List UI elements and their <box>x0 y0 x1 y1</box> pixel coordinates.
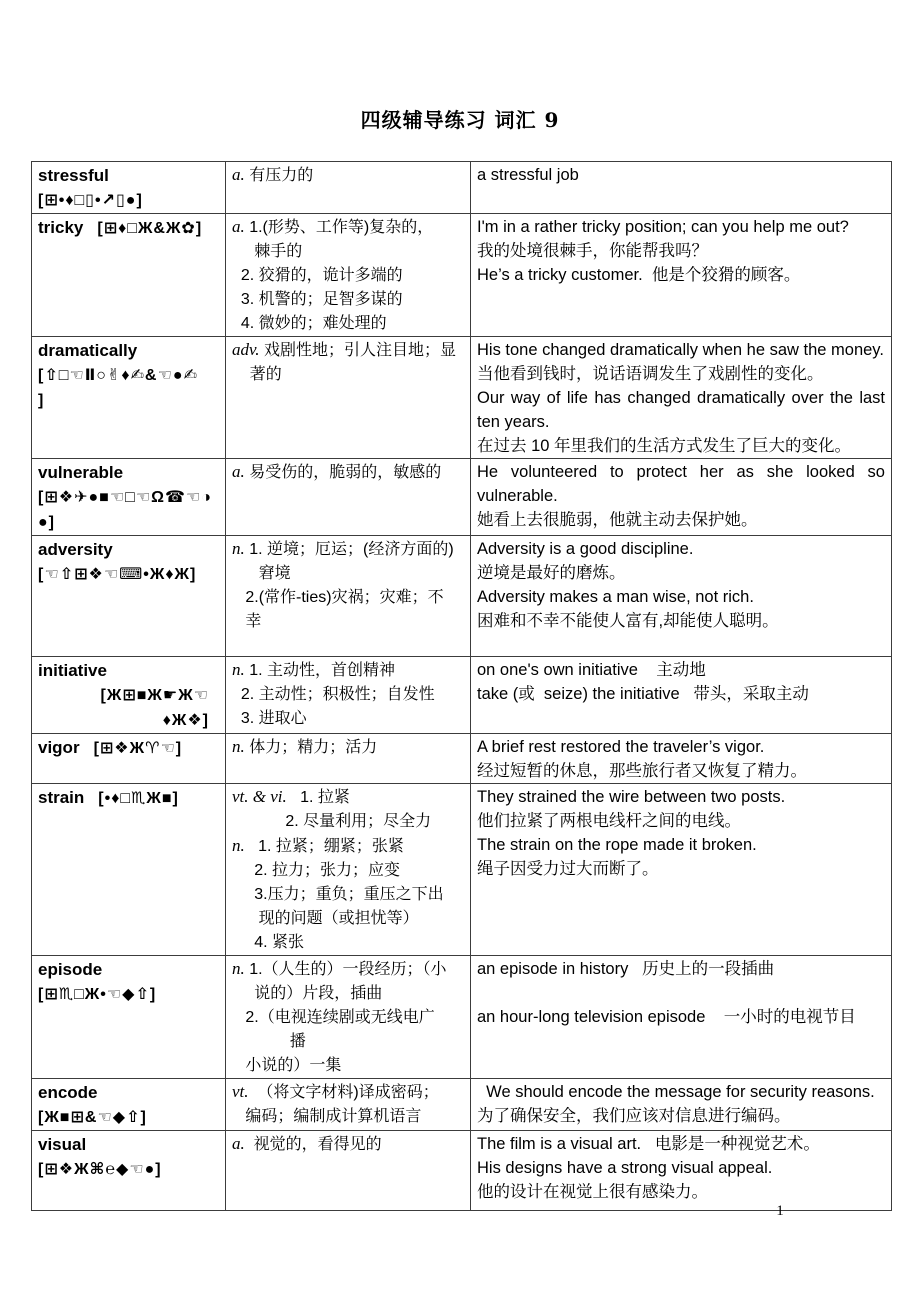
definition-text: 现的问题（或担忧等） <box>232 910 419 927</box>
example-line: 在过去 10 年里我们的生活方式发生了巨大的变化。 <box>477 437 852 455</box>
definition-cell <box>226 214 471 337</box>
definition-cell <box>226 536 471 657</box>
phonetic: ♦Ж❖] <box>162 712 209 729</box>
definition-text: 3. 机警的；足智多谋的 <box>232 291 403 308</box>
definition-text: 易受伤的，脆弱的，敏感的 <box>244 464 442 481</box>
definition-text: 1. 拉紧 <box>286 789 350 806</box>
examples-cell <box>471 459 892 536</box>
definition-line <box>232 785 464 810</box>
example-line: on one's own initiative 主动地 <box>477 661 706 679</box>
example-line: 她看上去很脆弱，他就主动去保护她。 <box>477 511 758 529</box>
definition-line <box>232 163 464 188</box>
example-line <box>477 981 885 1005</box>
example-line: a stressful job <box>477 166 579 184</box>
example-line: an hour-long television episode 一小时的电视节目 <box>477 1008 856 1026</box>
example-line: They strained the wire between two posts. <box>477 788 786 806</box>
phonetic: [⊞♏□Ж•☜◆⇧] <box>38 986 157 1003</box>
definition-line <box>232 957 464 982</box>
definition-line <box>232 215 464 240</box>
definition-line <box>232 1030 464 1054</box>
definition-line <box>232 338 464 363</box>
phonetic: [⇧□☜Ⅱ○✌♦✍&☜●✍ <box>38 367 198 384</box>
definition-line <box>232 735 464 760</box>
word: stressful <box>38 166 109 185</box>
example-line: A brief rest restored the traveler’s vigor. <box>477 738 765 756</box>
example-line: 为了确保安全，我们应该对信息进行编码。 <box>477 1107 791 1125</box>
table-row <box>32 536 892 657</box>
example-line: 经过短暂的休息，那些旅行者又恢复了精力。 <box>477 762 807 780</box>
example-line: 困难和不幸不能使人富有,却能使人聪明。 <box>477 612 779 630</box>
examples-cell <box>471 337 892 459</box>
word-cell <box>32 337 226 459</box>
page-title: 四级辅导练习 词汇 9 <box>360 108 560 132</box>
word: episode <box>38 960 103 979</box>
phonetic: ] <box>38 392 45 409</box>
part-of-speech: adv. <box>232 340 260 359</box>
word: initiative <box>38 661 107 680</box>
definition-text: 1. 主动性，首创精神 <box>244 662 395 679</box>
vocab-table-body <box>32 162 892 1211</box>
example-line: Adversity makes a man wise, not rich. <box>477 588 754 606</box>
definition-text: 视觉的，看得见的 <box>244 1136 382 1153</box>
word-cell <box>32 459 226 536</box>
definition-line <box>232 264 464 288</box>
word-cell <box>32 1131 226 1211</box>
word: adversity <box>38 540 113 559</box>
definition-line <box>232 1006 464 1030</box>
word-line <box>38 215 219 241</box>
examples-cell <box>471 536 892 657</box>
table-row <box>32 1131 892 1211</box>
word-cell <box>32 657 226 734</box>
page-number: 1 <box>776 1203 784 1219</box>
word-cell <box>32 214 226 337</box>
definition-line <box>232 460 464 485</box>
example-line: He’s a tricky customer. 他是个狡猾的顾客。 <box>477 266 801 284</box>
word: vigor <box>38 738 80 757</box>
phonetic: [Ж■⊞&☜◆⇧] <box>38 1109 147 1126</box>
table-row <box>32 657 892 734</box>
word: dramatically <box>38 341 138 360</box>
word-line <box>38 735 219 761</box>
definition-line <box>232 834 464 859</box>
definition-text: 2. 拉力；张力；应变 <box>232 862 401 879</box>
definition-text: 4. 紧张 <box>232 934 305 951</box>
phonetic: [☜⇧⊞❖☜⌨•Ж♦Ж] <box>38 566 197 583</box>
definition-text: 有压力的 <box>244 167 314 184</box>
definition-text: 1. 逆境；厄运；(经济方面的) <box>244 541 454 558</box>
definition-line <box>232 586 464 610</box>
part-of-speech: n. <box>232 539 245 558</box>
example-line: We should encode the message for security reasons. <box>477 1083 875 1101</box>
part-of-speech: a. <box>232 217 245 236</box>
definition-text: 2.（电视连续剧或无线电广 <box>232 1009 435 1026</box>
definition-line <box>232 810 464 834</box>
phonetic: [Ж⊞■Ж☛Ж☜ <box>100 687 209 704</box>
definition-text: 编码；编制成计算机语言 <box>232 1108 422 1125</box>
definition-cell <box>226 459 471 536</box>
table-row <box>32 214 892 337</box>
table-row <box>32 956 892 1079</box>
phonetic: [⊞•♦□▯•↗▯●] <box>38 192 143 209</box>
definition-line <box>232 562 464 586</box>
definition-cell <box>226 1131 471 1211</box>
phonetic: [⊞♦□Ж&Ж✿] <box>97 220 203 237</box>
definition-text: 播 <box>232 1033 306 1050</box>
example-line: ten years. <box>477 413 550 431</box>
word: visual <box>38 1135 87 1154</box>
definition-text: 2. 尽量利用；尽全力 <box>232 813 432 830</box>
example-line: vulnerable. <box>477 487 558 505</box>
definition-text: 4. 微妙的；难处理的 <box>232 315 387 332</box>
examples-cell <box>471 657 892 734</box>
phonetic: [•♦□♏Ж■] <box>98 790 179 807</box>
definition-line <box>232 288 464 312</box>
definition-line <box>232 312 464 336</box>
examples-cell <box>471 956 892 1079</box>
definition-line <box>232 1080 464 1105</box>
definition-cell <box>226 734 471 784</box>
examples-cell <box>471 1079 892 1131</box>
part-of-speech: n. <box>232 660 245 679</box>
definition-text: 著的 <box>232 366 282 383</box>
example-line: Adversity is a good discipline. <box>477 540 694 558</box>
definition-text: 体力；精力；活力 <box>244 739 378 756</box>
definition-text: 1.(形势、工作等)复杂的， <box>244 219 434 236</box>
word-cell <box>32 956 226 1079</box>
example-line: 绳子因受力过大而断了。 <box>477 860 659 878</box>
word: vulnerable <box>38 463 124 482</box>
definition-text: 3. 进取心 <box>232 710 307 727</box>
word-cell <box>32 734 226 784</box>
definition-line <box>232 907 464 931</box>
word: encode <box>38 1083 98 1102</box>
definition-text: 3.压力；重负；重压之下出 <box>232 886 444 903</box>
example-line: I'm in a rather tricky position; can you help me out? <box>477 218 849 236</box>
definition-line <box>232 1105 464 1129</box>
word: tricky <box>38 218 84 237</box>
part-of-speech: vt. & vi. <box>232 787 287 806</box>
word-cell <box>32 536 226 657</box>
definition-line <box>232 707 464 731</box>
examples-cell <box>471 162 892 214</box>
example-line: 当他看到钱时，说话语调发生了戏剧性的变化。 <box>477 365 824 383</box>
definition-cell <box>226 1079 471 1131</box>
definition-line <box>232 610 464 634</box>
word-cell <box>32 784 226 956</box>
definition-cell <box>226 337 471 459</box>
example-line: The strain on the rope made it broken. <box>477 836 757 854</box>
example-line: Our way of life has changed dramatically over the last <box>477 389 885 407</box>
table-row <box>32 1079 892 1131</box>
example-line: His tone changed dramatically when he saw the money. <box>477 341 884 359</box>
definition-cell <box>226 657 471 734</box>
definition-text: 棘手的 <box>232 243 303 260</box>
part-of-speech: n. <box>232 737 245 756</box>
part-of-speech: a. <box>232 165 245 184</box>
example-line: 他的设计在视觉上很有感染力。 <box>477 1183 708 1201</box>
table-row <box>32 784 892 956</box>
definition-line <box>232 537 464 562</box>
word-cell <box>32 1079 226 1131</box>
definition-text: 2. 主动性；积极性；自发性 <box>232 686 435 703</box>
example-line: 逆境是最好的磨炼。 <box>477 564 626 582</box>
definition-line <box>232 363 464 387</box>
part-of-speech: n. <box>232 836 245 855</box>
part-of-speech: vt. <box>232 1082 249 1101</box>
part-of-speech: n. <box>232 959 245 978</box>
example-line: His designs have a strong visual appeal. <box>477 1159 773 1177</box>
definition-text: 1. 拉紧；绷紧；张紧 <box>244 838 404 855</box>
definition-line <box>232 683 464 707</box>
definition-line <box>232 240 464 264</box>
word: strain <box>38 788 85 807</box>
definition-text: 小说的）一集 <box>232 1057 342 1074</box>
example-line: He volunteered to protect her as she looked so <box>477 463 885 481</box>
word-cell <box>32 162 226 214</box>
word-line <box>38 785 219 811</box>
examples-cell <box>471 214 892 337</box>
definition-cell <box>226 956 471 1079</box>
example-line: 我的处境很棘手，你能帮我吗？ <box>477 242 708 260</box>
definition-text: 2.(常作-ties)灾祸；灾难；不 <box>232 589 444 606</box>
phonetic: ●] <box>38 514 55 531</box>
vocab-table <box>31 161 892 1211</box>
examples-cell <box>471 734 892 784</box>
example-line: take (或 seize) the initiative 带头，采取主动 <box>477 685 809 703</box>
table-row <box>32 337 892 459</box>
examples-cell <box>471 1131 892 1211</box>
definition-line <box>232 658 464 683</box>
definition-cell <box>226 162 471 214</box>
definition-text: 戏剧性地；引人注目地；显 <box>259 342 456 359</box>
phonetic: [⊞❖Ж⌘℮◆☜●] <box>38 1161 162 1178</box>
definition-text: （将文字材料)译成密码； <box>248 1084 439 1101</box>
table-row <box>32 459 892 536</box>
phonetic: [⊞❖Ж♈☜] <box>93 740 183 757</box>
phonetic: [⊞❖✈●■☜□☜Ω☎☜◑ <box>38 489 212 506</box>
part-of-speech: a. <box>232 1134 245 1153</box>
definition-text: 窘境 <box>232 565 291 582</box>
example-line: 他们拉紧了两根电线杆之间的电线。 <box>477 812 741 830</box>
definition-line <box>232 1054 464 1078</box>
definition-line <box>232 883 464 907</box>
examples-cell <box>471 784 892 956</box>
definition-line <box>232 1132 464 1157</box>
definition-line <box>232 982 464 1006</box>
definition-text: 2. 狡猾的，诡计多端的 <box>232 267 403 284</box>
example-line: The film is a visual art. 电影是一种视觉艺术。 <box>477 1135 820 1153</box>
definition-cell <box>226 784 471 956</box>
definition-line <box>232 859 464 883</box>
table-row <box>32 734 892 784</box>
definition-text: 说的）片段，插曲 <box>232 985 383 1002</box>
part-of-speech: a. <box>232 462 245 481</box>
definition-line <box>232 931 464 955</box>
definition-text: 幸 <box>232 613 262 630</box>
example-line: an episode in history 历史上的一段插曲 <box>477 960 775 978</box>
table-row <box>32 162 892 214</box>
definition-text: 1.（人生的）一段经历；（小 <box>244 961 447 978</box>
